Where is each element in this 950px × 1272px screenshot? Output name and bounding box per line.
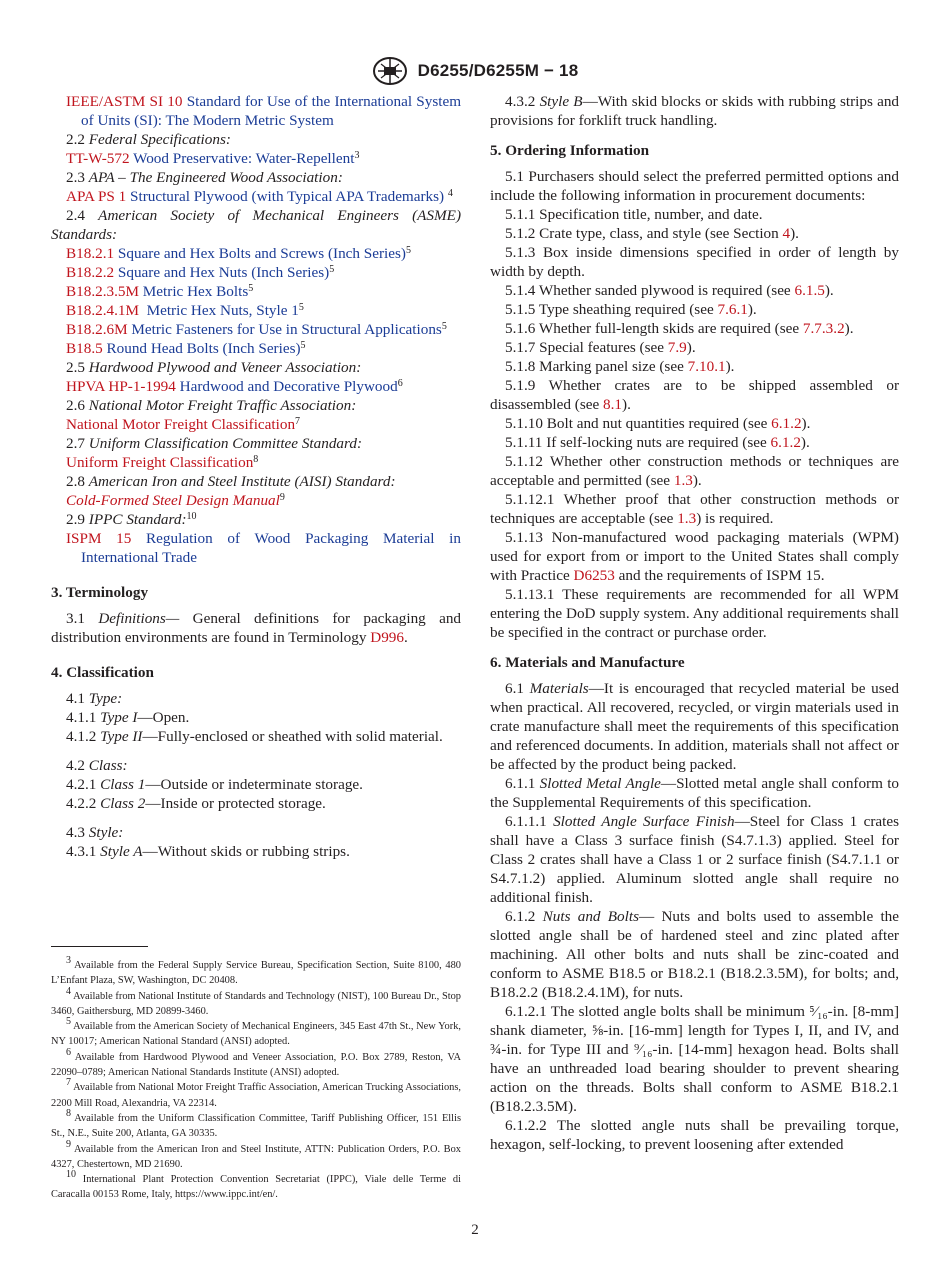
para-5-1-8: 5.1.8 Marking panel size (see 7.10.1). (505, 358, 735, 375)
ref-title[interactable]: Metric Fasteners for Use in Structural Applications (131, 321, 442, 338)
para-6-1-2: 6.1.2 Nuts and Bolts— Nuts and bolts used to assemble the slotted angle shall be of hardened steel and zinc plated after machining. All other bolts and nuts shall be zinc-coated and conform to ASME B18.5 or B18.2.1 (B18.2.3.5M), for bolts; and, B18.2.2 (B18.2.4.1M), for nuts. (490, 908, 900, 1001)
ref-title[interactable]: Structural Plywood (with Typical APA Trademarks) (130, 188, 445, 205)
footnote-marker: 4 (447, 188, 453, 199)
para-6-1-2-1: 6.1.2.1 The slotted angle bolts shall be minimum ⁵⁄₁₆-in. [8-mm] shank diameter, ⅝-in. [16-mm] length for Types I, II, and IV, and ¾-in. for Type III and ⁹⁄₁₆-in. [14-mm] hexagon head. Bolts shall have an unthreaded load bearing shoulder to prevent shearing action on the threads. Bolts shall conform to ASME B18.2.1 (B18.2.3.5M). (490, 1003, 899, 1115)
section-2-3: 2.3 APA – The Engineered Wood Association: (66, 169, 343, 186)
para-6-1: 6.1 Materials—It is encouraged that recycled material be used when practical. All recovered, recycled, or virgin materials used in crate manufacture shall meet the requirements of this specification and referenced documents. In addition, materials shall not affect or be affected by the product being packed. (490, 680, 899, 773)
footnote: $^{10}$ International Plant Protection Convention Secretariat (IPPC), Viale delle Terme di Caracalla 00153 Rome, Italy, https://www.ippc.int/en/. (51, 1169, 461, 1201)
ref-b2: B18.2.2 Square and Hex Nuts (Inch Series)$^5$ (66, 264, 335, 281)
footnote: $^6$ Available from Hardwood Plywood and Veneer Association, P.O. Box 2789, Reston, VA 22090–0789; American National Standards Institute (ANSI) adopted. (51, 1046, 461, 1079)
heading-terminology: 3. Terminology (51, 584, 149, 601)
para-4-2-1: 4.2.1 Class 1—Outside or indeterminate storage. (66, 776, 363, 793)
ref-title[interactable]: Hardwood and Decorative Plywood (179, 378, 398, 395)
ref-code[interactable]: HPVA HP-1-1994 (66, 378, 176, 395)
section-link[interactable]: 1.3 (677, 510, 697, 527)
ref-title[interactable]: Round Head Bolts (Inch Series) (106, 340, 301, 357)
section-link[interactable]: 1.3 (673, 472, 693, 489)
ref-b3: B18.2.3.5M Metric Hex Bolts$^5$ (66, 283, 254, 300)
para-4-1-2: 4.1.2 Type II—Fully-enclosed or sheathed with solid material. (66, 728, 443, 745)
ref-ieee (51, 92, 461, 130)
right-column (490, 92, 899, 1154)
para-6-1-1-1: 6.1.1.1 Slotted Angle Surface Finish—Steel for Class 1 crates shall have a Class 3 surface finish (S4.7.1.3) applied. Steel for Class 2 crates shall have a Class 1 or 2 surface finish (S4.7.1.1 or S4.7.1.2) applied. Aluminum slotted angle shall require no additional finish. (490, 813, 899, 906)
left-column (51, 92, 461, 861)
section-link[interactable]: 6.1.5 (794, 282, 825, 299)
ref-b4: B18.2.4.1M Metric Hex Nuts, Style $1^5$ (66, 302, 304, 319)
para-5-1-12: 5.1.12 Whether other construction methods or techniques are acceptable and permitted (see 1.3). (490, 453, 899, 489)
para-6-1-2-2: 6.1.2.2 The slotted angle nuts shall be prevailing torque, hexagon, self-locking, to prevent loosening after extended (490, 1117, 899, 1153)
ref-ufc: Uniform Freight Classification$^8$ (66, 454, 259, 471)
ref-code[interactable]: APA PS 1 (66, 188, 127, 205)
ref-link-d996[interactable]: D996 (370, 629, 404, 646)
footnote: $^9$ Available from the American Iron and Steel Institute, ATTN: Publication Orders, P.O. Box 4327, Chestertown, MD 21690. (51, 1138, 461, 1170)
para-4-3-2: 4.3.2 Style B—With skid blocks or skids with rubbing strips and provisions for forklift truck handling. (490, 93, 900, 129)
section-link[interactable]: 8.1 (603, 396, 623, 413)
ref-code[interactable]: ISPM 15 (66, 530, 132, 547)
ref-link[interactable]: Uniform Freight Classification (66, 454, 254, 471)
document-id: D6255/D6255M − 18 (417, 61, 579, 80)
para-5-1: 5.1 Purchasers should select the preferred permitted options and include the following information in procurement documents: (490, 168, 899, 204)
ref-nmfc: National Motor Freight Classification$^7$ (66, 416, 301, 433)
para-5-1-7: 5.1.7 Special features (see 7.9). (505, 339, 696, 356)
para-4-3-1: 4.3.1 Style A—Without skids or rubbing strips. (66, 843, 350, 860)
para-5-1-2: 5.1.2 Crate type, class, and style (see Section 4). (505, 225, 799, 242)
heading-ordering-information: 5. Ordering Information (490, 142, 650, 159)
para-4-3: 4.3 Style: (66, 824, 124, 841)
section-2-9: 2.9 IPPC Standard:$^{10}$ (66, 511, 197, 528)
section-link[interactable]: 7.10.1 (687, 358, 726, 375)
heading-materials-manufacture: 6. Materials and Manufacture (490, 654, 685, 671)
page-header (0, 56, 950, 86)
para-5-1-11: 5.1.11 If self-locking nuts are required (see 6.1.2). (505, 434, 810, 451)
ref-hpva: HPVA HP-1-1994 Hardwood and Decorative Plywood$^6$ (66, 378, 403, 395)
ref-title[interactable]: Standard for Use of the International System of Units (SI): The Modern Metric System (81, 93, 462, 129)
para-5-1-13: 5.1.13 Non-manufactured wood packaging materials (WPM) used for export from or import to the United States shall comply with Practice D6253 and the requirements of ISPM 15. (490, 529, 899, 584)
ref-link[interactable]: Cold-Formed Steel Design Manual (66, 492, 280, 509)
section-2-4: 2.4 American Society of Mechanical Engineers (ASME) Standards: (51, 207, 461, 243)
ref-code[interactable]: TT-W-572 (66, 150, 130, 167)
para-5-1-12-1: 5.1.12.1 Whether proof that other construction methods or techniques are acceptable (see 1.3) is required. (490, 491, 899, 527)
ref-link-d6253[interactable]: D6253 (573, 567, 615, 584)
para-4-2: 4.2 Class: (66, 757, 128, 774)
footnote: $^5$ Available from the American Society of Mechanical Engineers, 345 East 47th St., New York, NY 10017; American National Standard (ANSI) adopted. (51, 1016, 461, 1048)
footnote-marker: 3 (354, 150, 360, 161)
footnote: $^8$ Available from the Uniform Classification Committee, Tariff Publishing Officer, 151 Ellis St., N.E., Suite 200, Atlanta, GA 30335. (51, 1107, 461, 1140)
page-number: 2 (471, 1222, 479, 1238)
section-2-8: 2.8 American Iron and Steel Institute (AISI) Standard: (66, 473, 396, 490)
ref-apa (51, 187, 461, 206)
para-3-1: 3.1 Definitions— General definitions for packaging and distribution environments are found in Terminology D996. (51, 610, 462, 646)
footnote: $^7$ Available from National Motor Freight Traffic Association, American Trucking Associations, 2200 Mill Road, Alexandria, VA 22314. (51, 1077, 461, 1109)
ref-ispm (51, 529, 461, 567)
ref-b5: B18.2.6M Metric Fasteners for Use in Structural Applications$^5$ (66, 321, 447, 338)
para-5-1-3: 5.1.3 Box inside dimensions specified in order of length by width by depth. (490, 244, 899, 280)
ref-code[interactable]: B18.2.1 (66, 245, 115, 262)
ref-code[interactable]: B18.5 (66, 340, 103, 357)
ref-title[interactable]: Square and Hex Bolts and Screws (Inch Series) (117, 245, 406, 262)
section-2-5: 2.5 Hardwood Plywood and Veneer Association: (66, 359, 362, 376)
astm-logo-icon (372, 56, 408, 86)
footnotes (51, 955, 462, 1203)
section-2-6: 2.6 National Motor Freight Traffic Association: (66, 397, 357, 414)
ref-title[interactable]: Regulation of Wood Packaging Material in International Trade (81, 530, 461, 566)
para-5-1-6: 5.1.6 Whether full-length skids are required (see 7.7.3.2). (505, 320, 854, 337)
para-4-2-2: 4.2.2 Class 2—Inside or protected storage. (66, 795, 326, 812)
section-link[interactable]: 6.1.2 (771, 415, 802, 432)
section-link[interactable]: 7.9 (667, 339, 687, 356)
ref-code[interactable]: B18.2.3.5M (66, 283, 139, 300)
footnote: $^3$ Available from the Federal Supply Service Bureau, Specification Section, Suite 8100, 480 L’Enfant Plaza, SW, Washington, DC 20408. (51, 955, 462, 987)
ref-code[interactable]: B18.2.6M (66, 321, 128, 338)
para-5-1-5: 5.1.5 Type sheathing required (see 7.6.1). (505, 301, 757, 318)
ref-link[interactable]: National Motor Freight Classification (66, 416, 296, 433)
para-5-1-9: 5.1.9 Whether crates are to be shipped assembled or disassembled (see 8.1). (490, 377, 899, 413)
heading-classification: 4. Classification (51, 664, 154, 681)
ref-code[interactable]: IEEE/ASTM SI 10 (66, 93, 183, 110)
section-2-2: 2.2 Federal Specifications: (66, 131, 231, 148)
para-5-1-1: 5.1.1 Specification title, number, and date. (505, 206, 763, 223)
section-link[interactable]: 4 (782, 225, 791, 242)
footnote: $^4$ Available from National Institute of Standards and Technology (NIST), 100 Bureau Dr., Stop 3460, Gaithersburg, MD 20899-3460. (51, 985, 462, 1017)
para-5-1-4: 5.1.4 Whether sanded plywood is required (see 6.1.5). (505, 282, 834, 299)
para-6-1-1: 6.1.1 Slotted Metal Angle—Slotted metal angle shall conform to the Supplemental Requirements of this specification. (490, 775, 900, 811)
para-4-1-1: 4.1.1 Type I—Open. (66, 709, 190, 726)
footnote-divider (51, 946, 148, 947)
section-link[interactable]: 6.1.2 (770, 434, 801, 451)
para-5-1-10: 5.1.10 Bolt and nut quantities required (see 6.1.2). (505, 415, 811, 432)
section-2-7: 2.7 Uniform Classification Committee Standard: (66, 435, 363, 452)
ref-b6: B18.5 Round Head Bolts (Inch Series)$^5$ (66, 340, 306, 357)
para-5-1-13-1: 5.1.13.1 These requirements are recommended for all WPM entering the DoD supply system. Any additional requirements shall be specified in the contract or purchase order. (490, 586, 899, 641)
ref-title[interactable]: Wood Preservative: Water-Repellent (133, 150, 355, 167)
ref-aisi: Cold-Formed Steel Design Manual$^9$ (66, 492, 285, 509)
section-link[interactable]: 7.7.3.2 (802, 320, 845, 337)
ref-b1: B18.2.1 Square and Hex Bolts and Screws (Inch Series)$^5$ (66, 245, 411, 262)
ref-title[interactable]: Metric Hex Bolts (142, 283, 249, 300)
ref-code[interactable]: B18.2.2 (66, 264, 115, 281)
ref-title[interactable]: Metric Hex Nuts, Style 1 (146, 302, 299, 319)
ref-code[interactable]: B18.2.4.1M (66, 302, 139, 319)
para-4-1: 4.1 Type: (66, 690, 123, 707)
ref-title[interactable]: Square and Hex Nuts (Inch Series) (117, 264, 330, 281)
section-link[interactable]: 7.6.1 (717, 301, 748, 318)
ref-tt (51, 149, 461, 168)
